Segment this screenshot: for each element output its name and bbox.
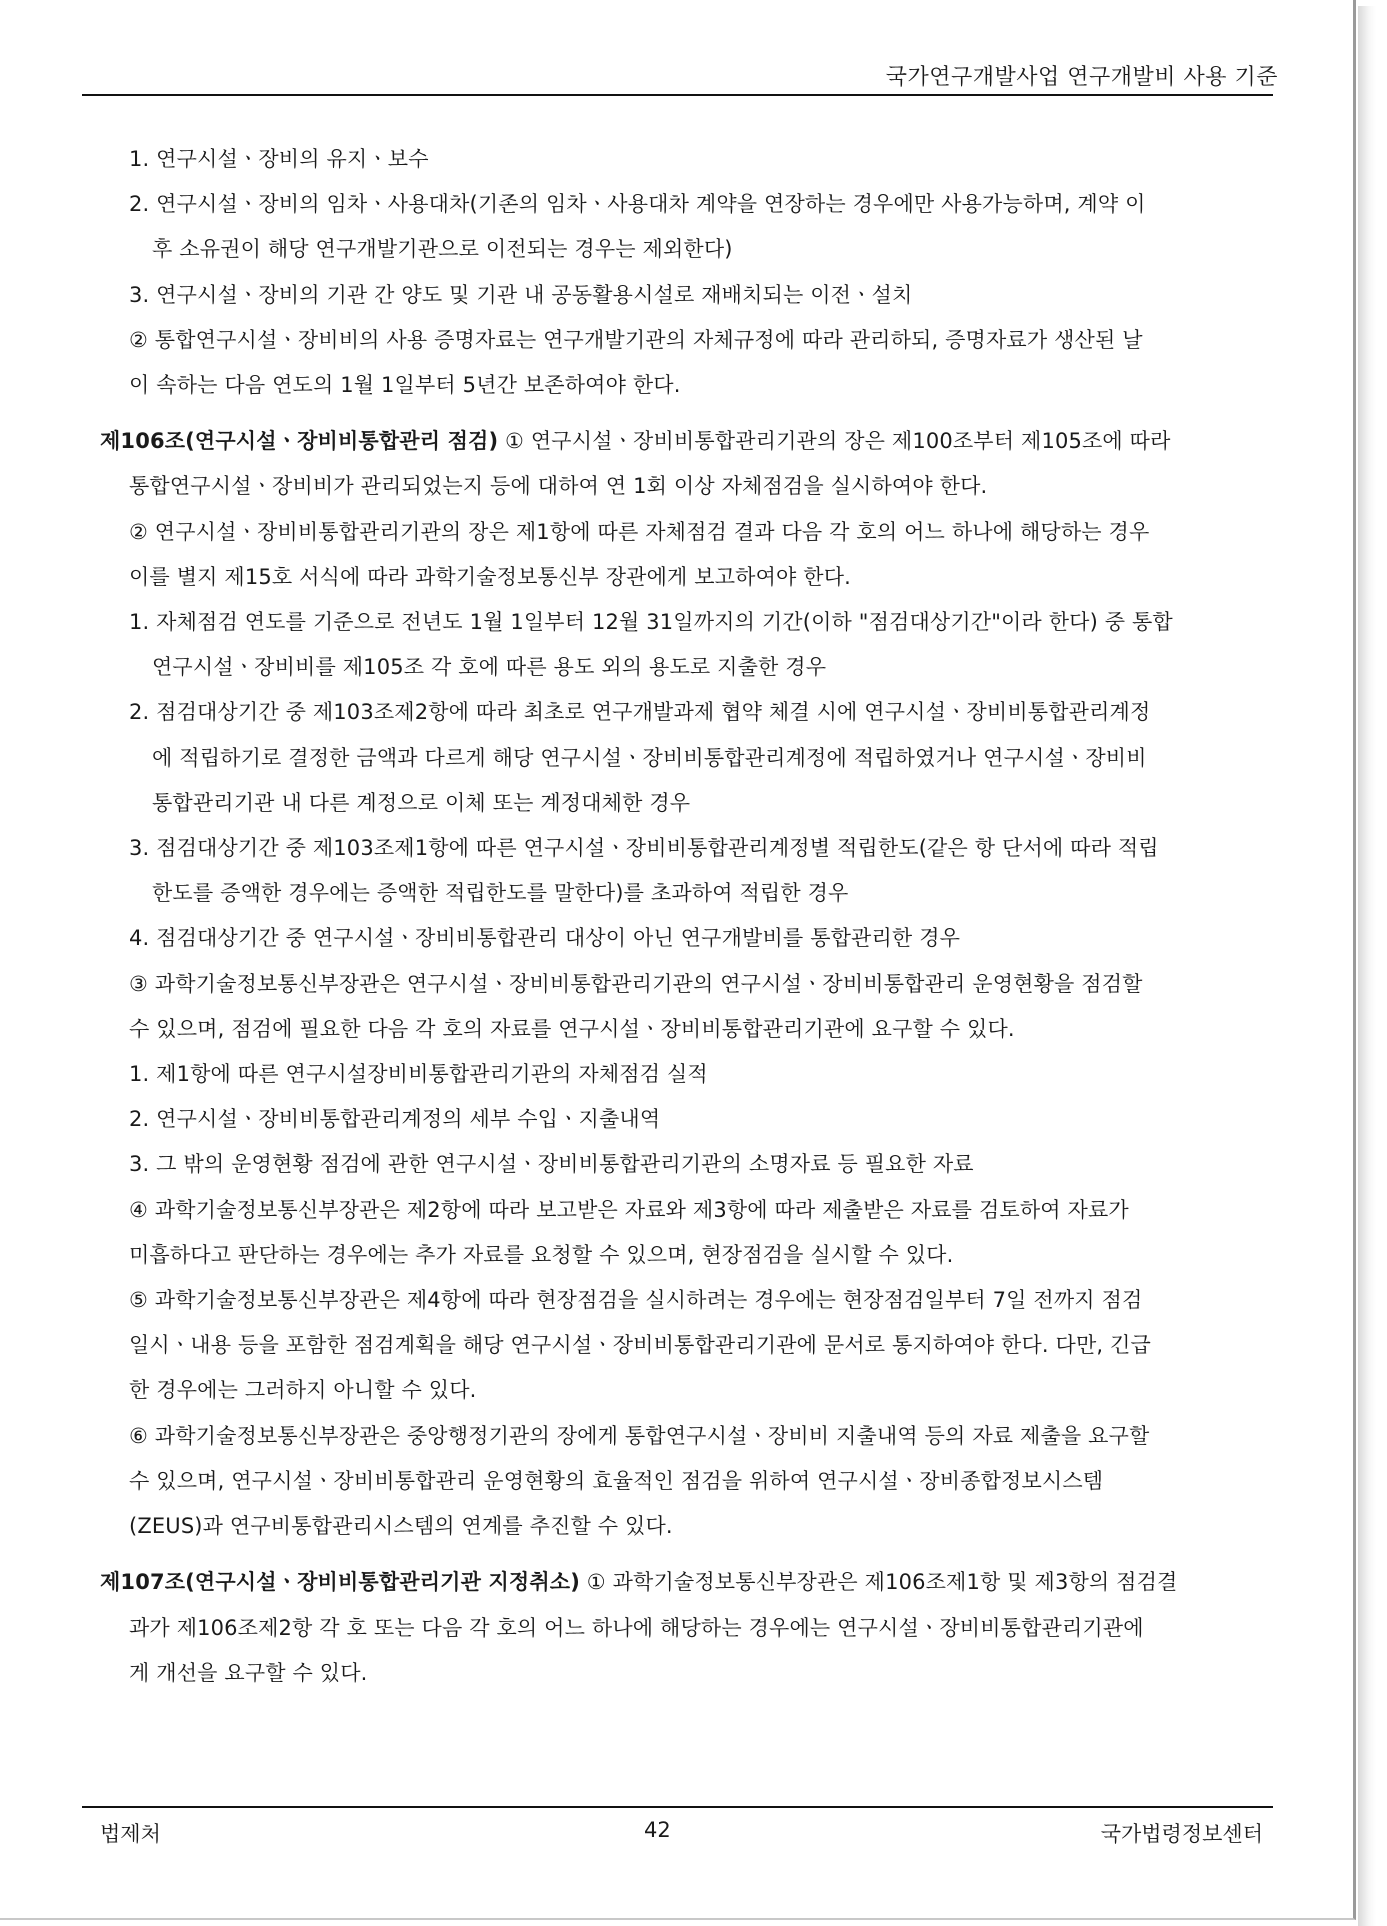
text-line: 이를 별지 제15호 서식에 따라 과학기술정보통신부 장관에게 보고하여야 한다. (129, 564, 851, 589)
footer-source: 국가법령정보센터 (1100, 1822, 1263, 1846)
text-line: 게 개선을 요구할 수 있다. (129, 1660, 368, 1685)
footer-rule (82, 1806, 1273, 1808)
text-line: 2. 연구시설ㆍ장비의 임차ㆍ사용대차(기존의 임차ㆍ사용대차 계약을 연장하는 경우에만 사용가능하며, 계약 이 (129, 192, 1146, 217)
text-line: 통합관리기관 내 다른 계정으로 이체 또는 계정대체한 경우 (152, 790, 691, 815)
text-line: 3. 점검대상기간 중 제103조제1항에 따른 연구시설ㆍ장비비통합관리계정별 적립한도(같은 항 단서에 따라 적립 (129, 836, 1159, 861)
text-line: 3. 그 밖의 운영현황 점검에 관한 연구시설ㆍ장비비통합관리기관의 소명자료 등 필요한 자료 (129, 1152, 974, 1177)
text-line: 과가 제106조제2항 각 호 또는 다음 각 호의 어느 하나에 해당하는 경우에는 연구시설ㆍ장비비통합관리기관에 (129, 1615, 1144, 1640)
text-line: 2. 연구시설ㆍ장비비통합관리계정의 세부 수입ㆍ지출내역 (129, 1107, 661, 1132)
text-line: 이 속하는 다음 연도의 1월 1일부터 5년간 보존하여야 한다. (129, 373, 681, 398)
text-line: 한도를 증액한 경우에는 증액한 적립한도를 말한다)를 초과하여 적립한 경우 (152, 881, 849, 906)
text-line: 4. 점검대상기간 중 연구시설ㆍ장비비통합관리 대상이 아닌 연구개발비를 통합관리한 경우 (129, 926, 961, 951)
text-line: 1. 연구시설ㆍ장비의 유지ㆍ보수 (129, 147, 429, 171)
text-line: 미흡하다고 판단하는 경우에는 추가 자료를 요청할 수 있으며, 현장점검을 실시할 수 있다. (129, 1242, 954, 1267)
text-line: ⑥ 과학기술정보통신부장관은 중앙행정기관의 장에게 통합연구시설ㆍ장비비 지출내역 등의 자료 제출을 요구할 (129, 1423, 1150, 1448)
text-line: 연구시설ㆍ장비비를 제105조 각 호에 따른 용도 외의 용도로 지출한 경우 (152, 655, 827, 680)
article-106-line (100, 419, 1275, 464)
text-line: 1. 자체점검 연도를 기준으로 전년도 1월 1일부터 12월 31일까지의 기간(이하 "점검대상기간"이라 한다) 중 통합 (129, 610, 1173, 635)
text-line: 에 적립하기로 결정한 금액과 다르게 해당 연구시설ㆍ장비비통합관리계정에 적립하였거나 연구시설ㆍ장비비 (152, 745, 1147, 770)
text-line: 2. 점검대상기간 중 제103조제2항에 따라 최초로 연구개발과제 협약 체결 시에 연구시설ㆍ장비비통합관리계정 (129, 700, 1151, 725)
text-line: (ZEUS)과 연구비통합관리시스템의 연계를 추진할 수 있다. (129, 1514, 673, 1539)
header-rule (82, 94, 1273, 96)
text-span: ① 과학기술정보통신부장관은 제106조제1항 및 제3항의 점검결 (579, 1570, 1178, 1595)
text-line: 수 있으며, 점검에 필요한 다음 각 호의 자료를 연구시설ㆍ장비비통합관리기관에 요구할 수 있다. (129, 1016, 1015, 1041)
text-line: ⑤ 과학기술정보통신부장관은 제4항에 따라 현장점검을 실시하려는 경우에는 현장점검일부터 7일 전까지 점검 (129, 1288, 1143, 1313)
page-number: 42 (644, 1818, 671, 1842)
page-shadow (1358, 6, 1376, 1926)
article-107-heading: 제107조(연구시설ㆍ장비비통합관리기관 지정취소) (100, 1570, 580, 1595)
header-title: 국가연구개발사업 연구개발비 사용 기준 (885, 65, 1278, 90)
text-line: ② 연구시설ㆍ장비비통합관리기관의 장은 제1항에 따른 자체점검 결과 다음 각 호의 어느 하나에 해당하는 경우 (129, 519, 1150, 544)
text-line: ② 통합연구시설ㆍ장비비의 사용 증명자료는 연구개발기관의 자체규정에 따라 관리하되, 증명자료가 생산된 날 (129, 327, 1143, 352)
document-body (100, 137, 1275, 1696)
text-line: 수 있으며, 연구시설ㆍ장비비통합관리 운영현황의 효율적인 점검을 위하여 연구시설ㆍ장비종합정보시스템 (129, 1468, 1104, 1493)
footer-publisher: 법제처 (100, 1822, 161, 1846)
text-line: ③ 과학기술정보통신부장관은 연구시설ㆍ장비비통합관리기관의 연구시설ㆍ장비비통합관리 운영현황을 점검할 (129, 971, 1143, 996)
text-line: 3. 연구시설ㆍ장비의 기관 간 양도 및 기관 내 공동활용시설로 재배치되는 이전ㆍ설치 (129, 282, 913, 307)
text-line: 한 경우에는 그러하지 아니할 수 있다. (129, 1378, 477, 1403)
text-span: ① 연구시설ㆍ장비비통합관리기관의 장은 제100조부터 제105조에 따라 (498, 429, 1171, 454)
text-line: 통합연구시설ㆍ장비비가 관리되었는지 등에 대하여 연 1회 이상 자체점검을 실시하여야 한다. (129, 474, 988, 499)
text-line: ④ 과학기술정보통신부장관은 제2항에 따라 보고받은 자료와 제3항에 따라 제출받은 자료를 검토하여 자료가 (129, 1197, 1129, 1222)
text-line: 일시ㆍ내용 등을 포함한 점검계획을 해당 연구시설ㆍ장비비통합관리기관에 문서로 통지하여야 한다. 다만, 긴급 (129, 1333, 1151, 1358)
text-line: 1. 제1항에 따른 연구시설장비비통합관리기관의 자체점검 실적 (129, 1062, 708, 1087)
article-107-line (100, 1560, 1275, 1605)
text-line: 후 소유권이 해당 연구개발기관으로 이전되는 경우는 제외한다) (152, 237, 733, 262)
article-106-heading: 제106조(연구시설ㆍ장비비통합관리 점검) (100, 429, 499, 454)
